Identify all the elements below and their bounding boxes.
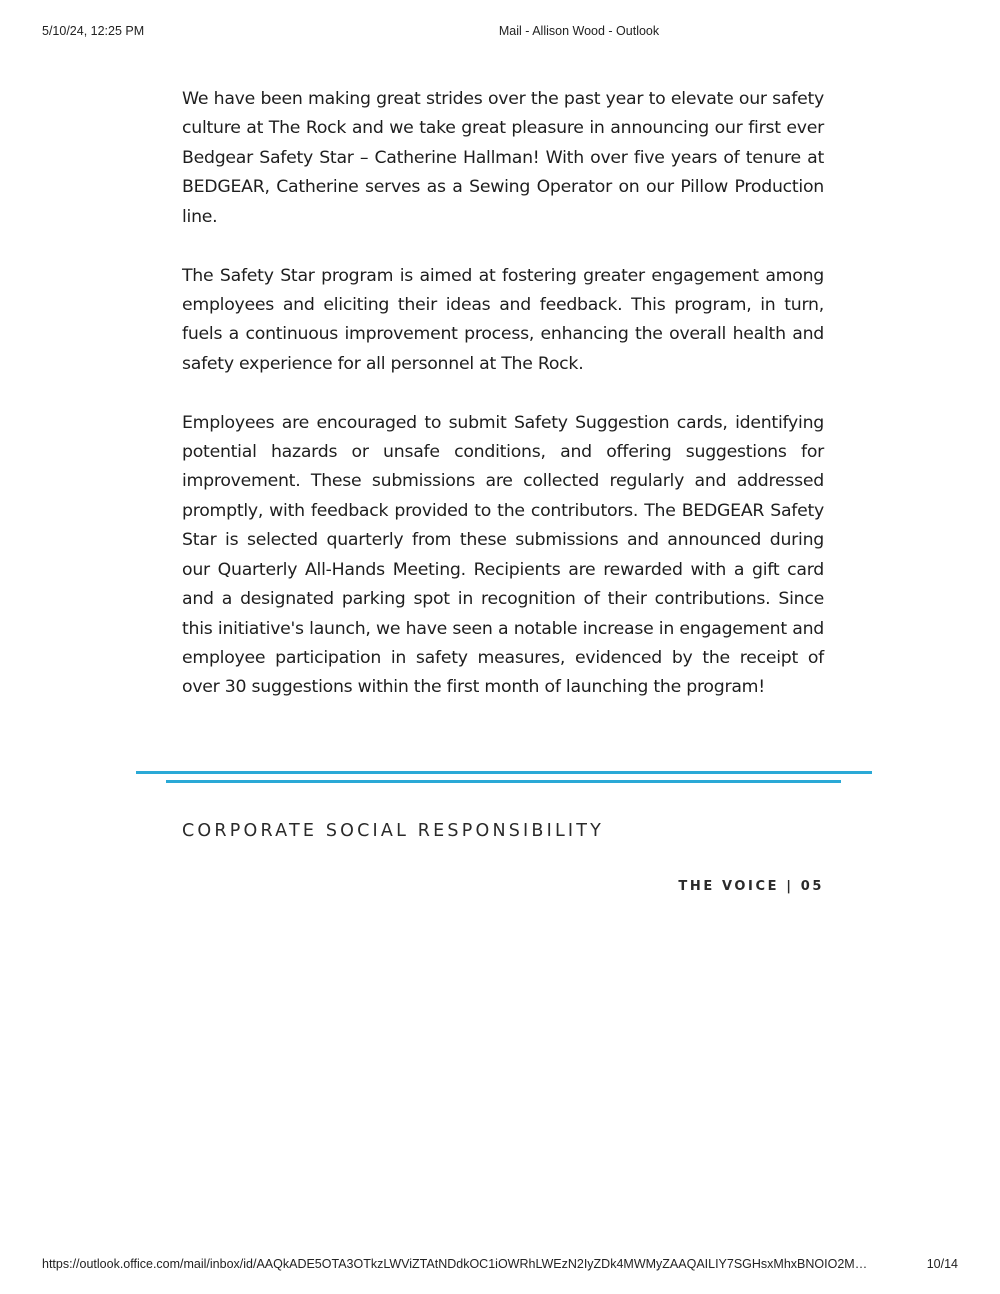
article-paragraph: Employees are encouraged to submit Safety Suggestion cards, identifying potential hazards or unsafe conditions, and offering suggestions for improvement. These submissions are collected regularly and addressed promptly, with feedback provided to the contributors. The BEDGEAR Safety Star is selected quarterly from these submissions and announced during our Quarterly All-Hands Meeting. Recipients are rewarded with a gift card and a designated parking spot in recognition of their contributions. Since this initiative's launch, we have seen a notable increase in engagement and employee participation in safety measures, evidenced by the receipt of over 30 suggestions within the first month of launching the program!: [182, 412, 824, 698]
print-datetime: 5/10/24, 12:25 PM: [42, 24, 145, 38]
article-paragraph: The Safety Star program is aimed at fostering greater engagement among employees and eliciting their ideas and feedback. This program, in turn, fuels a continuous improvement process, enhancing the overall health and safety experience for all personnel at The Rock.: [182, 265, 824, 374]
print-page-number: 10/14: [926, 1257, 958, 1271]
article-body: [182, 85, 824, 732]
print-footer-url: https://outlook.office.com/mail/inbox/id/AAQkADE5OTA3OTkzLWViZTAtNDdkOC1iOWRhLWEzN2IyZDk4MWMyZAAQAILIY7SGHsxMhxBNOIO2M…: [42, 1257, 868, 1271]
accent-divider-top: [136, 771, 872, 774]
print-page-title: Mail - Allison Wood - Outlook: [498, 24, 660, 38]
section-title: CORPORATE SOCIAL RESPONSIBILITY: [182, 821, 605, 841]
accent-divider-bottom: [166, 780, 841, 783]
issue-page-label: THE VOICE | 05: [678, 879, 824, 894]
article-paragraph: We have been making great strides over the past year to elevate our safety culture at The Rock and we take great pleasure in announcing our first ever Bedgear Safety Star – Catherine Hallman! With over five years of tenure at BEDGEAR, Catherine serves as a Sewing Operator on our Pillow Production line.: [182, 89, 824, 227]
